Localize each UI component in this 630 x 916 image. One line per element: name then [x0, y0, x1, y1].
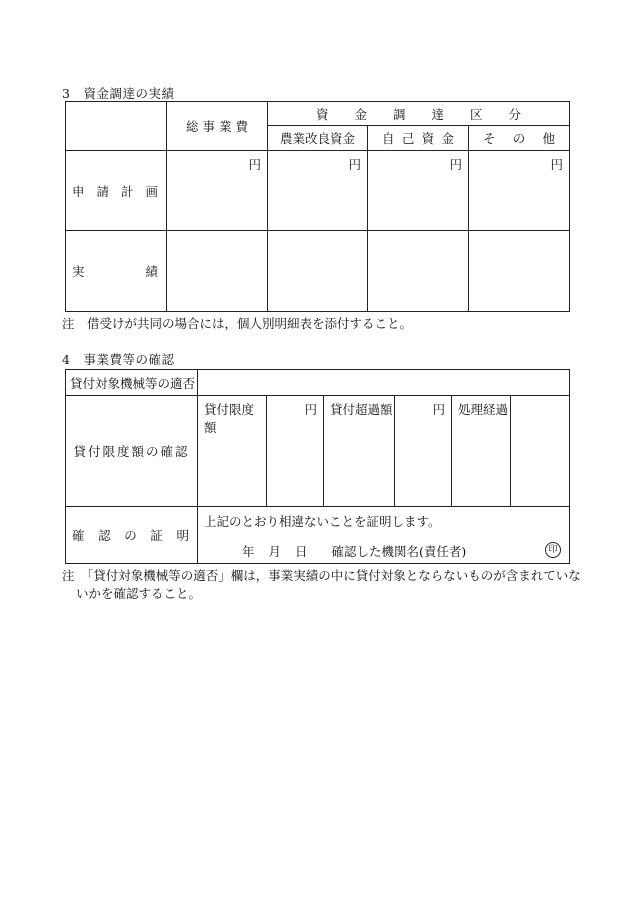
section3-title: 3 資金調達の実績: [62, 86, 175, 101]
section3-note: 注 借受けが共同の場合には，個人別明細表を添付すること。: [62, 316, 413, 331]
process-label: 処理経過: [452, 396, 511, 507]
section4-title: 4 事業費等の確認: [62, 352, 175, 367]
corner-cell: [66, 102, 167, 151]
limit-confirmation-label: 貸付限度額の確認: [66, 396, 198, 507]
section4-note-line1: 注 「貸付対象機械等の適否」欄は，事業実績の中に貸付対象とならないものが含まれていな: [62, 568, 581, 583]
confirmation-table: [65, 369, 570, 564]
certification-label: 確 認 の 証 明: [66, 507, 198, 564]
plan-total-cell: 円: [167, 151, 268, 231]
header-funding-category: 資 金 調 達 区 分: [268, 102, 570, 126]
excess-amount-label: 貸付超過額: [324, 396, 395, 507]
plan-other-cell: 円: [469, 151, 570, 231]
certification-signature-line: [242, 542, 562, 560]
header-agri-fund: 農業改良資金: [268, 126, 368, 151]
funding-table: [65, 101, 570, 312]
actual-agri-cell: [268, 231, 368, 312]
limit-amount-cell: 円: [267, 396, 324, 507]
eligibility-label: 貸付対象機械等の適否: [66, 370, 198, 396]
seal-icon: 印: [545, 542, 561, 558]
header-own-fund: 自 己 資 金: [368, 126, 469, 151]
institution-label: 確認した機関名(責任者): [331, 544, 467, 559]
section4-note-line2: いかを確認すること。: [76, 586, 202, 601]
header-other: そ の 他: [469, 126, 570, 151]
row-label-plan: 申 請 計 画: [66, 151, 167, 231]
excess-amount-cell: 円: [395, 396, 452, 507]
actual-other-cell: [469, 231, 570, 312]
eligibility-value-cell: [198, 370, 570, 396]
date-day: 日: [295, 544, 308, 559]
actual-own-cell: [368, 231, 469, 312]
certification-text: 上記のとおり相違ないことを証明します。: [204, 514, 441, 529]
plan-agri-cell: 円: [268, 151, 368, 231]
process-cell: [511, 396, 570, 507]
plan-own-cell: 円: [368, 151, 469, 231]
date-year: 年: [242, 544, 255, 559]
limit-amount-label: 貸付限度額: [198, 396, 267, 507]
date-month: 月: [268, 544, 282, 559]
row-label-actual: 実 績: [66, 231, 167, 312]
actual-total-cell: [167, 231, 268, 312]
certification-cell: [198, 507, 570, 564]
header-total-cost: 総 事 業 費: [167, 102, 268, 151]
